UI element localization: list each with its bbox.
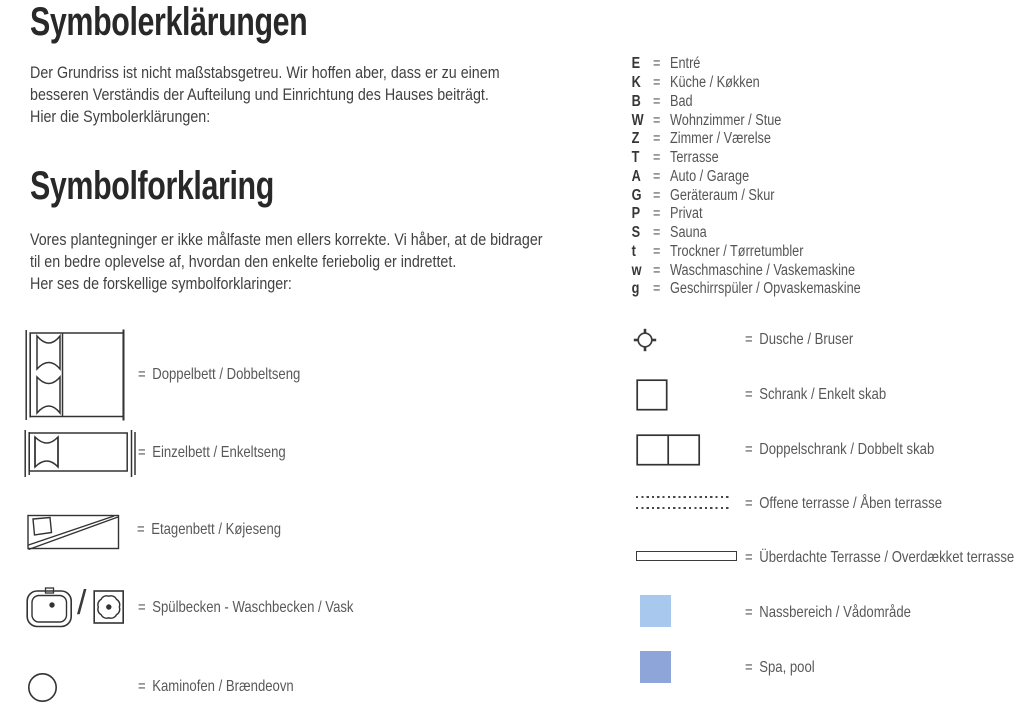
room-code: E	[631, 55, 641, 73]
code-row-sauna	[630, 224, 903, 243]
room-code-label: Trockner / Tørretumbler	[670, 242, 804, 260]
shower-icon	[633, 328, 657, 352]
equals-sign: =	[138, 599, 146, 616]
room-code: W	[631, 111, 644, 129]
equals-sign: =	[745, 604, 753, 621]
page-title: Symbolerklärungen	[30, 0, 308, 44]
danish-intro-line: Her ses de forskellige symbolforklaringer:	[30, 274, 292, 293]
equals-sign: =	[745, 549, 753, 566]
double-bed-label: Doppelbett / Dobbeltseng	[152, 366, 301, 383]
room-code-label: Küche / Køkken	[670, 74, 760, 92]
room-code: T	[631, 149, 640, 167]
equals-sign: =	[138, 444, 146, 461]
room-code-label: Privat	[670, 205, 703, 223]
single-cabinet-label: Schrank / Enkelt skab	[759, 386, 887, 403]
covered-terrace-label-row	[745, 549, 1014, 567]
equals-sign: =	[653, 92, 661, 110]
single-bed-label-row	[138, 444, 286, 462]
shower-label: Dusche / Bruser	[759, 331, 854, 348]
spa-pool-label: Spa, pool	[759, 659, 815, 676]
room-code: t	[631, 242, 636, 260]
bunk-bed-icon	[27, 513, 120, 551]
equals-sign: =	[137, 521, 145, 538]
spa-pool-swatch	[640, 651, 671, 683]
single-cabinet-label-row	[745, 386, 886, 404]
code-row-waschmaschine	[630, 261, 903, 280]
room-code-label: Waschmaschine / Vaskemaskine	[670, 261, 856, 279]
covered-terrace-label: Überdachte Terrasse / Overdækket terrasse	[759, 549, 1015, 566]
covered-terrace-icon	[636, 551, 737, 561]
room-code-label: Wohnzimmer / Stue	[670, 111, 782, 129]
room-code: A	[631, 167, 641, 185]
code-row-privat	[630, 205, 903, 224]
code-row-entre	[630, 55, 903, 74]
equals-sign: =	[653, 149, 661, 167]
open-terrace-icon	[636, 496, 731, 509]
equals-sign: =	[745, 659, 753, 676]
bunk-bed-label-row	[137, 521, 281, 539]
wood-stove-icon	[27, 672, 58, 703]
room-code: K	[631, 74, 641, 92]
washbasin-icon	[93, 588, 125, 626]
equals-sign: =	[138, 678, 146, 695]
equals-sign: =	[745, 441, 753, 458]
room-code: G	[631, 186, 642, 204]
dotted-row	[636, 496, 731, 498]
double-bed-label-row	[138, 366, 300, 384]
sink-label: Spülbecken - Waschbecken / Vask	[152, 599, 354, 616]
slash-separator	[77, 584, 86, 623]
room-code: Z	[631, 130, 640, 148]
danish-page-title: Symbolforklaring	[30, 164, 274, 208]
sink-label-row	[138, 599, 353, 617]
open-terrace-label-row	[745, 495, 942, 513]
dotted-row	[636, 507, 731, 509]
german-intro-line: Der Grundriss ist nicht maßstabsgetreu. Wir hoffen aber, dass er zu einem	[30, 63, 500, 82]
code-row-terrasse	[630, 149, 903, 168]
code-row-bad	[630, 93, 903, 112]
equals-sign: =	[653, 205, 661, 223]
room-code: P	[631, 205, 641, 223]
equals-sign: =	[653, 224, 661, 242]
equals-sign: =	[653, 167, 661, 185]
danish-intro-line: til en bedre oplevelse af, hvordan den enkelte feriebolig er indrettet.	[30, 252, 457, 271]
double-cabinet-label: Doppelschrank / Dobbelt skab	[759, 441, 935, 458]
equals-sign: =	[138, 366, 146, 383]
room-code-label: Terrasse	[670, 149, 719, 167]
room-code-label: Geschirrspüler / Opvaskemaskine	[670, 280, 861, 298]
room-code: S	[631, 224, 641, 242]
wet-area-label-row	[745, 604, 911, 622]
german-intro-paragraph	[30, 62, 589, 128]
equals-sign: =	[653, 261, 661, 279]
room-code: g	[631, 280, 640, 298]
code-row-kueche	[630, 74, 903, 93]
wood-stove-label: Kaminofen / Brændeovn	[152, 678, 294, 695]
code-row-auto	[630, 168, 903, 187]
double-cabinet-label-row	[745, 441, 934, 459]
code-row-wohnzimmer	[630, 111, 903, 130]
bunk-bed-label: Etagenbett / Køjeseng	[151, 521, 282, 538]
single-bed-label: Einzelbett / Enkeltseng	[152, 444, 286, 461]
danish-section-title-wrap	[30, 164, 351, 209]
german-intro-line: besseren Verständis der Aufteilung und Einrichtung des Hauses beiträgt.	[30, 85, 489, 104]
german-section-title-wrap	[30, 0, 395, 45]
equals-sign: =	[653, 280, 661, 298]
equals-sign: =	[653, 55, 661, 73]
shower-label-row	[745, 331, 853, 349]
room-code-label: Bad	[670, 92, 693, 110]
equals-sign: =	[653, 74, 661, 92]
equals-sign: =	[653, 186, 661, 204]
equals-sign: =	[745, 331, 753, 348]
room-code: B	[631, 92, 641, 110]
single-bed-icon	[23, 429, 137, 478]
code-row-geschirrspueler	[630, 280, 903, 299]
equals-sign: =	[653, 242, 661, 260]
equals-sign: =	[653, 130, 661, 148]
wet-area-swatch	[640, 595, 671, 627]
code-row-trockner	[630, 243, 903, 262]
room-code-label: Entré	[670, 55, 701, 73]
code-row-geraeteraum	[630, 186, 903, 205]
single-cabinet-icon	[636, 379, 668, 411]
equals-sign: =	[745, 495, 753, 512]
room-code-label: Geräteraum / Skur	[670, 186, 775, 204]
code-row-zimmer	[630, 130, 903, 149]
room-code-label: Zimmer / Værelse	[670, 130, 771, 148]
slash-text: /	[77, 584, 87, 622]
room-code-label: Auto / Garage	[670, 167, 750, 185]
danish-intro-paragraph	[30, 229, 640, 295]
equals-sign: =	[745, 386, 753, 403]
double-cabinet-icon	[636, 434, 701, 466]
room-code-label: Sauna	[670, 224, 707, 242]
equals-sign: =	[653, 111, 661, 129]
wood-stove-label-row	[138, 678, 294, 696]
room-code-list	[630, 55, 903, 299]
open-terrace-label: Offene terrasse / Åben terrasse	[759, 495, 943, 512]
spa-pool-label-row	[745, 659, 815, 677]
german-intro-line: Hier die Symbolerklärungen:	[30, 107, 211, 126]
wet-area-label: Nassbereich / Vådområde	[759, 604, 911, 621]
room-code: w	[631, 261, 642, 279]
kitchen-sink-icon	[26, 587, 73, 628]
danish-intro-line: Vores plantegninger er ikke målfaste men ellers korrekte. Vi håber, at de bidrager	[30, 230, 543, 249]
double-bed-icon	[24, 329, 132, 421]
